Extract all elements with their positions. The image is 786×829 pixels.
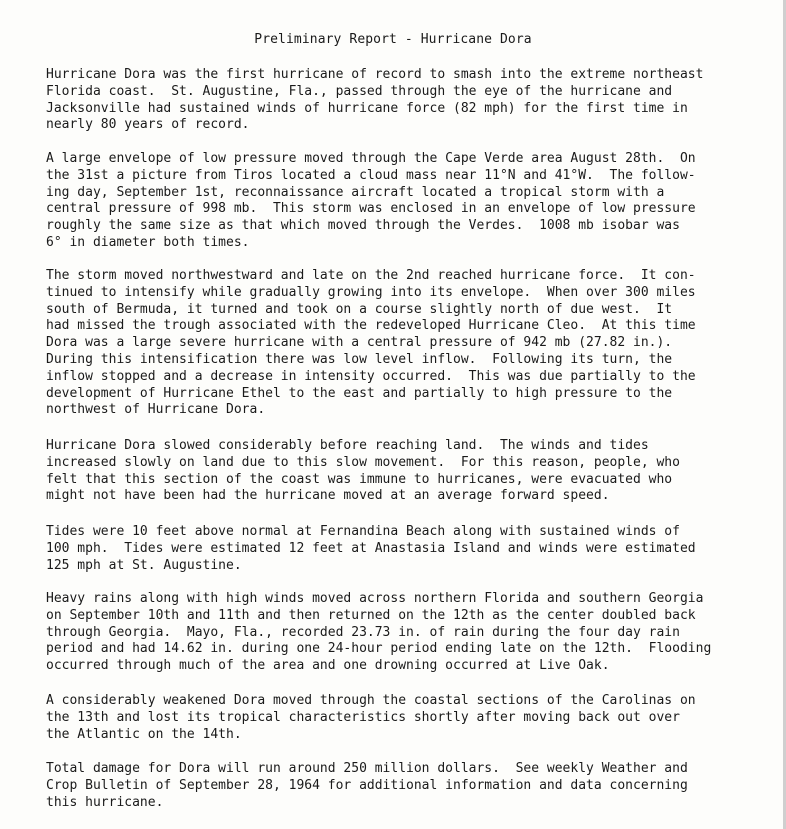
text-line: Jacksonville had sustained winds of hurricane force (82 mph) for the first time in <box>46 100 688 116</box>
text-line: A considerably weakened Dora moved through the coastal sections of the Carolinas on <box>46 693 696 708</box>
text-line: tinued to intensify while gradually growing into its envelope. When over 300 miles <box>46 284 696 300</box>
paragraph-intensification <box>46 268 696 419</box>
text-line: ing day, September 1st, reconnaissance aircraft located a tropical storm with a <box>46 184 665 200</box>
paragraph-carolinas <box>46 693 696 743</box>
text-line: Total damage for Dora will run around 250 million dollars. See weekly Weather and <box>46 761 688 776</box>
paragraph-rainfall <box>46 591 711 675</box>
text-line: increased slowly on land due to this slow movement. For this reason, people, who <box>46 454 680 470</box>
paragraph-tides <box>46 524 696 574</box>
text-line: the 13th and lost its tropical characteristics shortly after moving back out over <box>46 709 680 725</box>
text-line: the 31st a picture from Tiros located a cloud mass near 11°N and 41°W. The follow- <box>46 167 696 183</box>
text-line: A large envelope of low pressure moved through the Cape Verde area August 28th. On <box>46 151 696 166</box>
text-line: the Atlantic on the 14th. <box>46 726 242 742</box>
text-line: Crop Bulletin of September 28, 1964 for additional information and data concerning <box>46 777 688 793</box>
text-line: nearly 80 years of record. <box>46 117 250 133</box>
text-line: Hurricane Dora slowed considerably before reaching land. The winds and tides <box>46 438 649 453</box>
text-line: inflow stopped and a decrease in intensity occurred. This was due partially to the <box>46 368 696 384</box>
page-title: Preliminary Report - Hurricane Dora <box>254 32 532 47</box>
text-line: Dora was a large severe hurricane with a central pressure of 942 mb (27.82 in.). <box>46 335 673 351</box>
text-line: Hurricane Dora was the first hurricane of record to smash into the extreme northeast <box>46 67 704 82</box>
text-line: central pressure of 998 mb. This storm was enclosed in an envelope of low pressure <box>46 201 696 217</box>
paragraph-damage <box>46 761 688 811</box>
text-line: 125 mph at St. Augustine. <box>46 557 242 573</box>
paragraph-intro <box>46 67 703 134</box>
text-line: 6° in diameter both times. <box>46 234 250 250</box>
text-line: felt that this section of the coast was immune to hurricanes, were evacuated who <box>46 471 673 487</box>
text-line: through Georgia. Mayo, Fla., recorded 23.73 in. of rain during the four day rain <box>46 624 680 640</box>
text-line: northwest of Hurricane Dora. <box>46 402 266 418</box>
paragraph-origin <box>46 151 696 252</box>
text-line: might not have been had the hurricane moved at an average forward speed. <box>46 488 610 504</box>
text-line: development of Hurricane Ethel to the east and partially to high pressure to the <box>46 385 673 401</box>
paragraph-landfall <box>46 438 680 505</box>
text-line: 100 mph. Tides were estimated 12 feet at Anastasia Island and winds were estimated <box>46 540 696 556</box>
text-line: period and had 14.62 in. during one 24-hour period ending late on the 12th. Flooding <box>46 641 712 657</box>
text-line: During this intensification there was low level inflow. Following its turn, the <box>46 351 673 367</box>
text-line: south of Bermuda, it turned and took on a course slightly north of due west. It <box>46 301 673 317</box>
text-line: this hurricane. <box>46 794 164 810</box>
text-line: Tides were 10 feet above normal at Fernandina Beach along with sustained winds of <box>46 524 680 539</box>
text-line: roughly the same size as that which moved through the Verdes. 1008 mb isobar was <box>46 218 680 234</box>
text-line: Heavy rains along with high winds moved across northern Florida and southern Georgia <box>46 591 704 606</box>
text-line: occurred through much of the area and one drowning occurred at Live Oak. <box>46 658 610 674</box>
text-line: The storm moved northwestward and late on the 2nd reached hurricane force. It con- <box>46 268 696 283</box>
text-line: had missed the trough associated with the redeveloped Hurricane Cleo. At this time <box>46 318 696 334</box>
text-line: on September 10th and 11th and then returned on the 12th as the center doubled back <box>46 607 696 623</box>
text-line: Florida coast. St. Augustine, Fla., passed through the eye of the hurricane and <box>46 83 673 99</box>
